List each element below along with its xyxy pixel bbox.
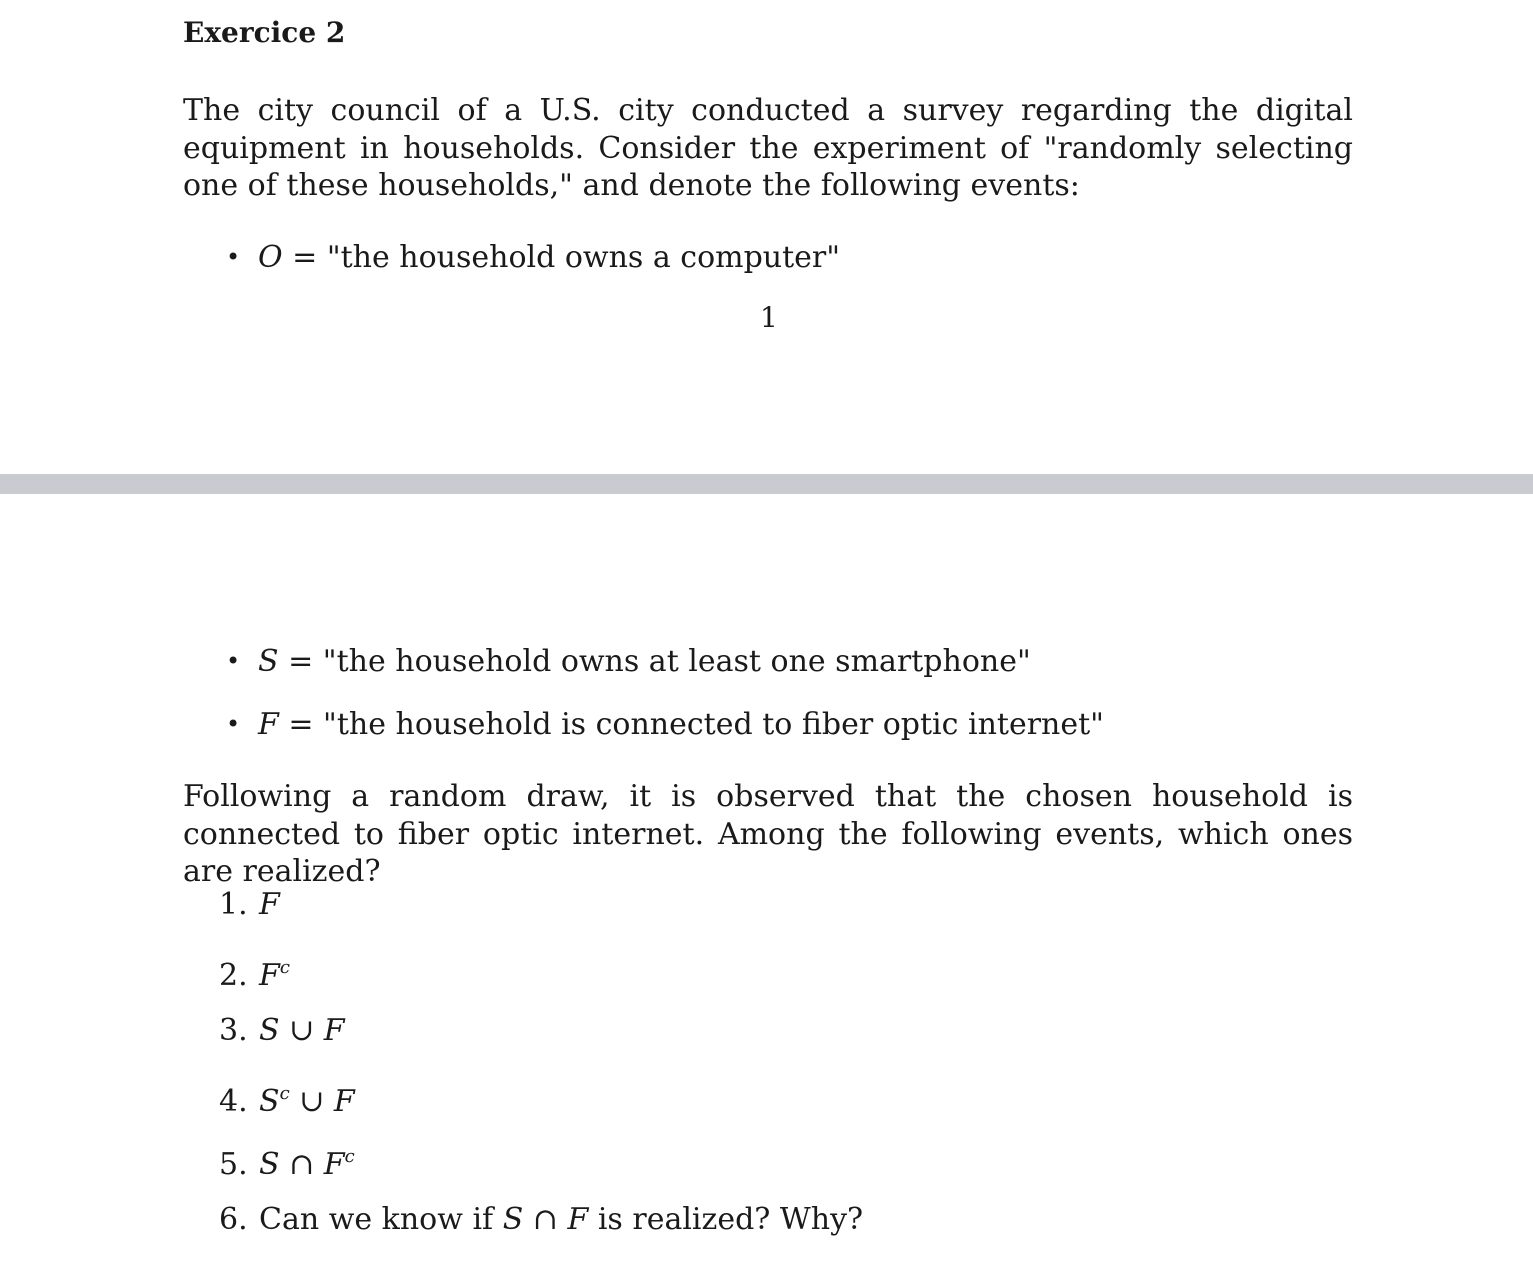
item-number: 3. <box>219 1013 248 1048</box>
item-number: 1. <box>219 887 248 922</box>
list-item-6 <box>219 1201 863 1239</box>
complement-mark: c <box>279 957 290 978</box>
equals-sign: = <box>278 707 324 742</box>
page-1 <box>0 0 1533 474</box>
math-s: S <box>259 1013 280 1048</box>
event-s-bullet <box>226 642 1031 681</box>
math-f: F <box>259 958 280 993</box>
union-symbol: ∪ <box>279 1013 324 1048</box>
math-f: F <box>333 1084 355 1119</box>
math-f: F <box>323 1013 345 1048</box>
item-number: 2. <box>219 958 248 993</box>
list-item-3 <box>219 1012 345 1050</box>
list-item-2 <box>219 949 290 995</box>
question-text-pre: Can we know if <box>259 1202 503 1237</box>
page-number: 1 <box>760 301 778 334</box>
list-item-4 <box>219 1075 355 1121</box>
page-separator <box>0 474 1533 494</box>
exercise-heading: Exercice 2 <box>183 16 346 49</box>
complement-mark: c <box>344 1146 355 1167</box>
intro-paragraph: The city council of a U.S. city conducted a survey regarding the digital equipment in households. Consider the experiment of "randomly selecting one of these households," and denote the following events: <box>183 93 1353 203</box>
question-paragraph: Following a random draw, it is observed that the chosen household is connected to fiber optic internet. Among the following events, which ones are realized? <box>183 779 1353 889</box>
event-symbol: S <box>258 644 279 679</box>
item-number: 6. <box>219 1202 248 1237</box>
equals-sign: = <box>278 644 323 679</box>
bullet-dot-icon: • <box>226 647 241 675</box>
event-symbol: F <box>258 707 279 742</box>
math-s: S <box>259 1147 280 1182</box>
math-s: S <box>502 1202 524 1237</box>
intersection-symbol: ∩ <box>523 1202 568 1237</box>
math-f: F <box>259 887 280 922</box>
math-s: S <box>259 1084 280 1119</box>
equals-sign: = <box>282 240 327 275</box>
event-description: "the household owns a computer" <box>326 240 841 275</box>
complement-mark: c <box>279 1083 290 1104</box>
event-description: "the household is connected to fiber optic internet" <box>323 707 1104 742</box>
bullet-dot-icon: • <box>226 710 241 738</box>
item-number: 4. <box>219 1084 248 1119</box>
event-o-bullet <box>226 238 840 277</box>
union-symbol: ∪ <box>289 1084 334 1119</box>
event-description: "the household owns at least one smartphone" <box>322 644 1031 679</box>
page-2 <box>0 494 1533 1279</box>
question-text-post: is realized? Why? <box>588 1202 864 1237</box>
event-symbol: O <box>258 240 283 275</box>
list-item-1 <box>219 886 280 924</box>
bullet-dot-icon: • <box>226 243 241 271</box>
list-item-5 <box>219 1138 355 1184</box>
math-f: F <box>567 1202 589 1237</box>
event-f-bullet <box>226 705 1104 744</box>
intersection-symbol: ∩ <box>279 1147 324 1182</box>
item-number: 5. <box>219 1147 248 1182</box>
math-f: F <box>323 1147 345 1182</box>
